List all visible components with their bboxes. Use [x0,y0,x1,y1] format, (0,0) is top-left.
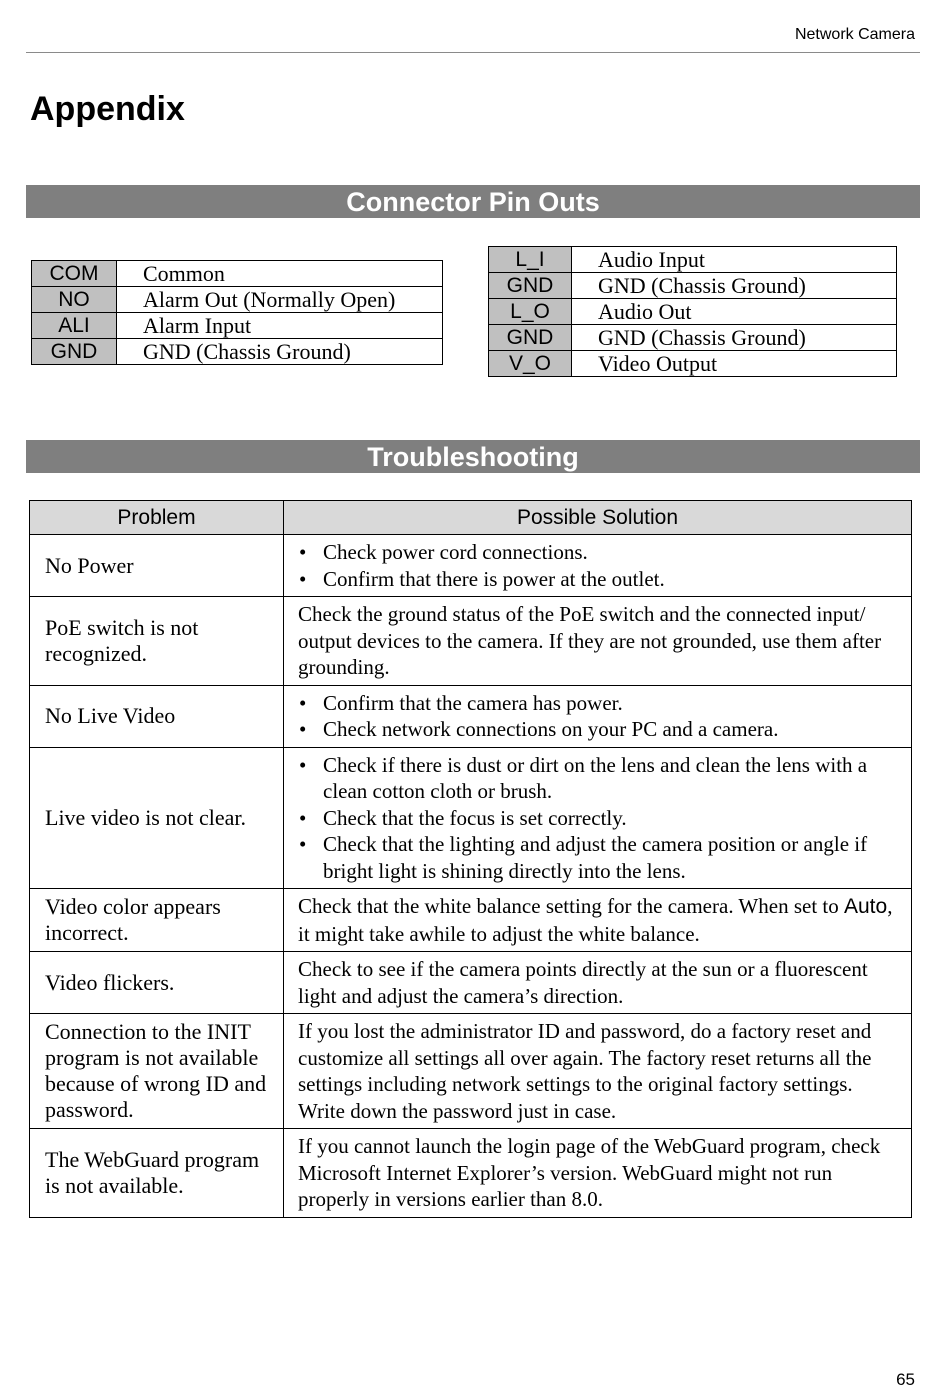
pin-code: L_I [489,247,572,273]
pin-description: Audio Out [572,299,897,325]
table-row [30,597,912,686]
problem-cell: Video flickers. [30,952,284,1014]
pin-description: Audio Input [572,247,897,273]
pin-description: Common [117,261,443,287]
header-rule [26,52,920,53]
table-row [30,535,912,597]
problem-cell: The WebGuard program is not available. [30,1129,284,1218]
solution-item: • Check that the lighting and adjust the camera position or angle if bright light is shining directly into the lens. [298,831,901,884]
pinout-row [32,261,443,287]
table-row [30,1014,912,1129]
solution-cell [284,889,912,952]
solution-item: • Check power cord connections. [298,539,901,566]
solution-item: • Check that the focus is set correctly. [298,805,901,832]
solution-list [298,539,901,592]
pin-code: GND [489,325,572,351]
solution-cell [284,535,912,597]
solution-item: • Confirm that the camera has power. [298,690,901,717]
troubleshooting-table [29,500,912,1218]
table-row [30,747,912,889]
solution-cell: Check to see if the camera points directly at the sun or a fluorescent light and adjust the camera’s direction. [284,952,912,1014]
pin-code: NO [32,287,117,313]
table-header-row [30,501,912,535]
column-header-problem: Problem [30,501,284,535]
setting-keyword: Auto [844,895,888,918]
problem-cell: No Live Video [30,685,284,747]
pinout-row [489,351,897,377]
solution-list [298,752,901,885]
pin-description: Alarm Input [117,313,443,339]
problem-cell: No Power [30,535,284,597]
solution-text: , it might take awhile to adjust the white balance. [298,894,893,946]
solution-cell [284,747,912,889]
page-title: Appendix [30,90,185,128]
pin-code: V_O [489,351,572,377]
pinout-row [489,273,897,299]
pinout-row [32,287,443,313]
pin-description: GND (Chassis Ground) [117,339,443,365]
table-row [30,1129,912,1218]
table-row [30,685,912,747]
pin-description: GND (Chassis Ground) [572,273,897,299]
solution-cell: Check the ground status of the PoE switch and the connected input/ output devices to the camera. If they are not grounded, use them after grounding. [284,597,912,686]
pinout-row [489,247,897,273]
pin-description: Video Output [572,351,897,377]
solution-text: Check that the white balance setting for the camera. When set to [298,894,844,918]
section-heading-pinouts: Connector Pin Outs [26,185,920,218]
solution-item: • Check network connections on your PC and a camera. [298,716,901,743]
pin-description: Alarm Out (Normally Open) [117,287,443,313]
section-heading-troubleshooting: Troubleshooting [26,440,920,473]
problem-cell: Connection to the INIT program is not available because of wrong ID and password. [30,1014,284,1129]
pin-code: GND [489,273,572,299]
running-header: Network Camera [794,26,915,43]
table-row [30,952,912,1014]
pin-code: GND [32,339,117,365]
problem-cell: Live video is not clear. [30,747,284,889]
column-header-solution: Possible Solution [284,501,912,535]
pin-description: GND (Chassis Ground) [572,325,897,351]
pinout-row [489,299,897,325]
pin-code: L_O [489,299,572,325]
solution-cell [284,685,912,747]
pinout-row [32,313,443,339]
pinout-table-right [488,246,897,377]
solution-list [298,690,901,743]
pinout-row [489,325,897,351]
solution-cell: If you lost the administrator ID and password, do a factory reset and customize all settings all over again. The factory reset returns all the settings including network settings to the original factory settings. Write down the password just in case. [284,1014,912,1129]
solution-item: • Confirm that there is power at the outlet. [298,566,901,593]
page-number: 65 [896,1370,915,1389]
pinout-row [32,339,443,365]
problem-cell: PoE switch is not recognized. [30,597,284,686]
solution-cell: If you cannot launch the login page of the WebGuard program, check Microsoft Internet Explorer’s version. WebGuard might not run properly in versions earlier than 8.0. [284,1129,912,1218]
pin-code: ALI [32,313,117,339]
solution-item: • Check if there is dust or dirt on the lens and clean the lens with a clean cotton cloth or brush. [298,752,901,805]
problem-cell: Video color appears incorrect. [30,889,284,952]
table-row [30,889,912,952]
pin-code: COM [32,261,117,287]
pinout-table-left [31,260,443,365]
